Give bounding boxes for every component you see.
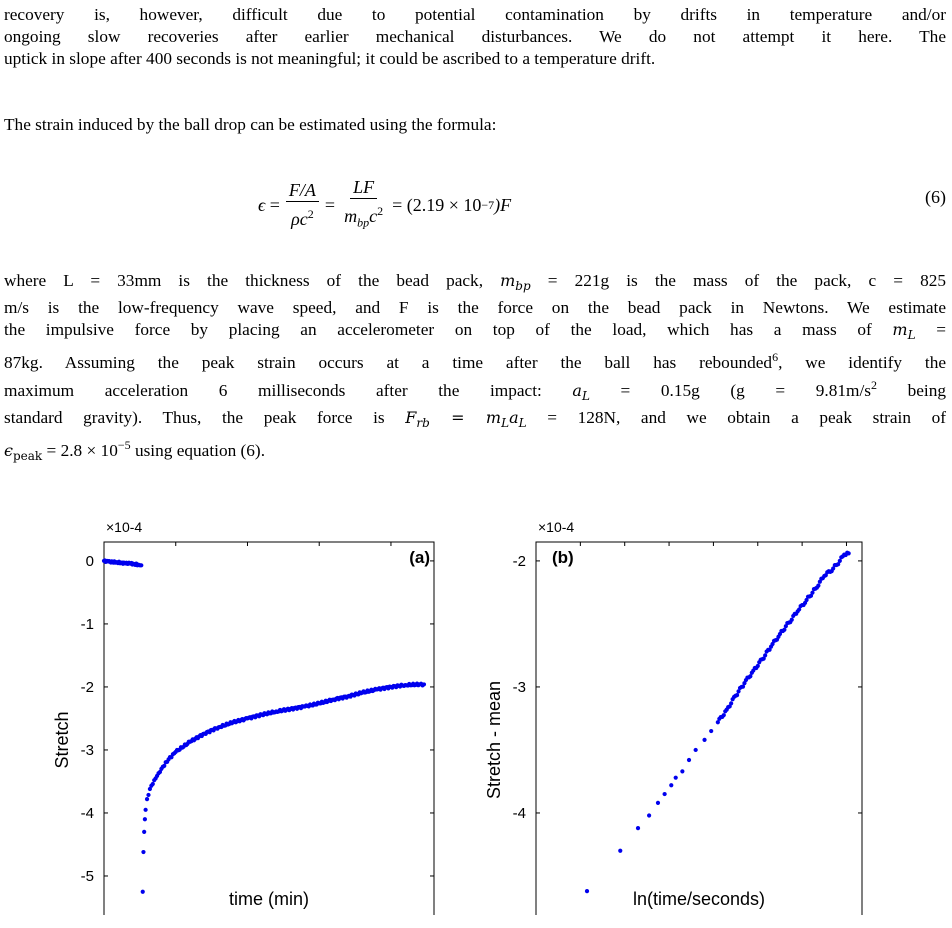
text-line: $\epsilon_{peak} = 2.8 \times 10^{-5}$ using equation (6). (4, 438, 266, 464)
panel-label: (a) (409, 548, 430, 567)
y-tick-label: -4 (512, 804, 526, 822)
y-tick-label: -3 (80, 741, 94, 759)
plot-frame (104, 542, 434, 915)
chart-panel-a (52, 519, 434, 915)
data-point (636, 826, 640, 830)
data-point (722, 713, 726, 717)
data-point (422, 682, 426, 686)
data-point (763, 653, 767, 657)
y-axis-label: Stretch (52, 711, 72, 769)
data-point (162, 764, 166, 768)
equation-coefficient: (2.19 × 10 (406, 194, 482, 215)
equation-tail: )F (494, 194, 512, 215)
text-line: standard gravity). Thus, the peak force is $F_{rb} = m_La_L = 128N$, and we obtain a peak strain of (4, 408, 947, 431)
data-point (838, 559, 842, 563)
text-line: uptick in slope after 400 seconds is not meaningful; it could be ascribed to a temperature drift. (4, 49, 656, 68)
data-point (847, 551, 851, 555)
strain-formula: ϵ = $\frac{F/A}{\rho c^2}$ = $\frac{LF}{m_{bp}c^2}$ = (2.19 × 10 −7 )F (258, 177, 512, 230)
paragraph-strain-intro (4, 114, 946, 136)
paragraph-force-estimate (4, 270, 946, 467)
text-line: where L = 33mm is the thickness of the bead pack, $m_{bp} = 221g$ is the mass of the pack, c = 825 (4, 271, 946, 294)
text-line: The strain induced by the ball drop can be estimated using the formula: (4, 115, 497, 134)
exponent-label: ×10-4 (106, 519, 143, 535)
y-tick-label: -5 (80, 867, 94, 885)
data-point (142, 830, 146, 834)
y-tick-label: -2 (512, 552, 526, 570)
chart-panel-b (484, 519, 862, 915)
data-point (145, 797, 149, 801)
data-point (687, 758, 691, 762)
data-point (151, 782, 155, 786)
y-tick-label: -4 (80, 804, 94, 822)
equation-number: (6) (925, 187, 946, 207)
data-point (694, 748, 698, 752)
equation-6 (0, 170, 952, 240)
data-point (656, 801, 660, 805)
y-tick-label: -1 (80, 615, 94, 633)
data-point (680, 769, 684, 773)
data-point (146, 793, 150, 797)
data-point (756, 664, 760, 668)
x-axis-label: time (min) (229, 889, 309, 909)
y-tick-label: -3 (512, 678, 526, 696)
data-point (585, 889, 589, 893)
y-axis-label: Stretch - mean (484, 680, 504, 800)
x-axis-label: ln(time/seconds) (632, 889, 766, 909)
data-point (139, 563, 143, 567)
paragraph-recovery (4, 4, 946, 70)
data-point (141, 850, 145, 854)
text-line: recovery is, however, difficult due to potential contamination by drifts in temperature and/or (4, 5, 946, 24)
equation-exponent: −7 (481, 197, 495, 212)
plot-frame (536, 542, 862, 915)
exponent-label: ×10-4 (538, 519, 575, 535)
data-point (618, 849, 622, 853)
data-point (735, 693, 739, 697)
data-point (141, 890, 145, 894)
data-point (669, 783, 673, 787)
text-line: 87kg. Assuming the peak strain occurs at a time after the ball has rebounded$^6$, we identify the (4, 350, 947, 373)
text-line: the impulsive force by placing an accelerometer on top of the load, which has a mass of $m_L$ = (4, 320, 946, 343)
data-point (647, 813, 651, 817)
data-point (709, 729, 713, 733)
panel-label: (b) (552, 548, 574, 567)
text-line: maximum acceleration 6 milliseconds after the impact: $a_L = 0.15g$ ($g = 9.81m/s^2$ being (4, 378, 946, 404)
footnote-marker: 6 (772, 350, 779, 365)
data-point (816, 584, 820, 588)
data-point (674, 776, 678, 780)
data-point (702, 738, 706, 742)
data-point (143, 817, 147, 821)
figure-stretch-plots (0, 475, 952, 915)
data-point (144, 808, 148, 812)
data-point (663, 792, 667, 796)
data-point (729, 701, 733, 705)
text-line: m/s is the low-frequency wave speed, and F is the force on the bead pack in Newtons. We estimate (4, 298, 946, 318)
text-line: ongoing slow recoveries after earlier mechanical disturbances. We do not attempt it here. The (4, 27, 946, 46)
data-point (790, 618, 794, 622)
y-tick-label: -2 (80, 678, 94, 696)
y-tick-label: 0 (85, 552, 94, 570)
